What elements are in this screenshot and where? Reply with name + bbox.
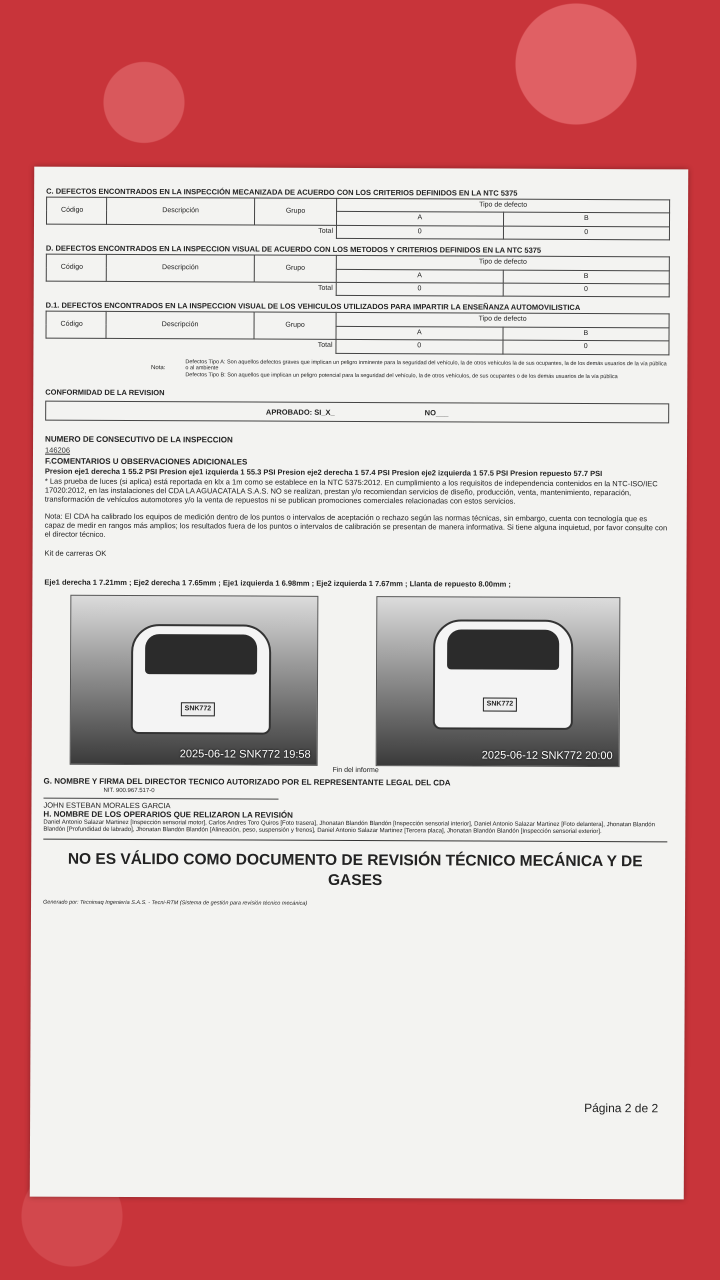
section-g-title: G. NOMBRE Y FIRMA DEL DIRECTOR TECNICO AUTORIZADO POR EL REPRESENTANTE LEGAL DEL CDA [43, 776, 451, 788]
fin-informe: Fin del informe [332, 767, 379, 775]
operarios-text: Daniel Antonio Salazar Martinez [Inspección sensorial motor], Carlos Andres Toro Quiros [Foto trasera], Jhonatan Blandón Blandón [Inspección sensorial interior], Daniel Antonio Salazar Martinez [Foto delantera], Jhonatan Blandón Blandón [Profundidad de labrado], Jhonatan Blandón Blandón [Alineación, peso, suspensión y frenos], Daniel Antonio Salazar Martinez [Tercera placa], Jhonatan Blandón Blandón [Inspección sensorial exterior]. [43, 819, 655, 836]
nota-cda-text: Nota: El CDA ha calibrado los equipos de medición dentro de los puntos o intervalos de aceptación o rechazo según las normas técnicas, sin embargo, cuenta con tecnología que es capaz de medir en rangos más amplios; los resultados fuera de los puntos o intervalos de calibración se presentan de manera informativa. Si tiene alguna inquietud, por favor consulte con el director técnico. [44, 512, 668, 540]
defect-note [45, 358, 669, 381]
luces-text: * Las prueba de luces (si aplica) está reportada en klx a 1m como se establece en la NTC 5375:2012. En cumplimiento a los requisitos de independencia contenidos en la NTC-ISO/IEC 17020:2012, en las instalaciones del CDA LA AGUACATALA S.A.S. NO se realizan, prestan y/o recomiendan servicios de diseño, producción, venta, mantenimiento, reparación, transformación de vehículos automotores y/o la venta de repuestos ni se publican promociones comerciales relacionadas con estos servicios. [44, 477, 658, 507]
col-grupo: Grupo [255, 198, 337, 225]
generado-por: Generado por: Tecnimaq Ingeniería S.A.S. - Tecni-RTM (Sistema de gestión para revisión técnico mecánica) [43, 899, 308, 907]
col-grupo: Grupo [254, 255, 336, 282]
total-a: 0 [336, 282, 503, 296]
aprobado-si: APROBADO: SI_X_ [265, 407, 335, 417]
col-b: B [503, 213, 670, 227]
total-b: 0 [503, 283, 670, 297]
document-page [30, 167, 688, 1200]
total-label: Total [317, 285, 333, 293]
col-tipo: Tipo de defecto [336, 313, 669, 328]
total-b: 0 [503, 226, 670, 240]
col-codigo: Código [47, 197, 107, 224]
ejes-text: Eje1 derecha 1 7.21mm ; Eje2 derecha 1 7.65mm ; Eje1 izquierda 1 6.98mm ; Eje2 izquierda 1 7.67mm ; Llanta de repuesto 8.00mm ; [44, 578, 511, 590]
total-label: Total [318, 227, 334, 235]
director-name: JOHN ESTEBAN MORALES GARCIA [43, 800, 171, 810]
rear-photo [376, 597, 621, 768]
nit-stamp: NIT. 900.967.517-0 [103, 788, 155, 795]
conformidad-title: CONFORMIDAD DE LA REVISION [45, 387, 165, 398]
total-a: 0 [336, 340, 503, 354]
section-c-table [46, 197, 670, 241]
consecutivo-title: NUMERO DE CONSECUTIVO DE LA INSPECCION [45, 434, 233, 445]
section-d1-table [45, 311, 669, 355]
col-codigo: Código [46, 254, 106, 281]
plate: SNK772 [181, 703, 215, 717]
presion-text: Presion eje1 derecha 1 55.2 PSI Presion eje1 izquierda 1 55.3 PSI Presion eje2 derecha 1 57.4 PSI Presion eje2 izquierda 1 57.5 PSI Presion repuesto 57.7 PSI [44, 467, 603, 479]
col-tipo: Tipo de defecto [337, 198, 670, 213]
col-grupo: Grupo [254, 312, 336, 339]
section-d-title: D. DEFECTOS ENCONTRADOS EN LA INSPECCION VISUAL DE ACUERDO CON LOS METODOS Y CRITERIOS DEFINIDOS EN LA NTC 5375 [45, 243, 542, 255]
col-b: B [503, 270, 670, 284]
divider [43, 838, 667, 842]
col-tipo: Tipo de defecto [336, 256, 669, 271]
photo-timestamp: 2025-06-12 SNK772 20:00 [481, 749, 613, 763]
signature-line [43, 797, 278, 799]
section-h-title: H. NOMBRE DE LOS OPERARIOS QUE RELIZARON LA REVISIÓN [43, 809, 293, 820]
front-photo [70, 595, 319, 766]
conformidad-box [45, 401, 669, 424]
total-a: 0 [336, 225, 503, 239]
consecutivo-value: 146206 [44, 445, 71, 455]
note-tipo-a: Defectos Tipo A: Son aquellos defectos graves que implican un peligro inminente para la seguridad del vehículo, la de otros vehículos la de sus ocupantes, la de los demás usuarios de la vía pública o al ambiente [185, 358, 667, 372]
vehicle-photos [44, 595, 669, 768]
photo-timestamp: 2025-06-12 SNK772 19:58 [179, 748, 311, 762]
col-a: A [337, 212, 504, 226]
comentarios-title: F.COMENTARIOS U OBSERVACIONES ADICIONALES [44, 456, 248, 467]
aprobado-no: NO___ [424, 408, 449, 418]
col-b: B [503, 327, 670, 341]
no-valido-notice: NO ES VÁLIDO COMO DOCUMENTO DE REVISIÓN TÉCNICO MECÁNICA Y DE GASES [67, 850, 643, 889]
total-label: Total [317, 342, 333, 350]
col-descripcion: Descripción [106, 255, 254, 282]
note-label: Nota: [151, 364, 166, 371]
col-descripcion: Descripción [106, 312, 254, 339]
section-d1-title: D.1. DEFECTOS ENCONTRADOS EN LA INSPECCION VISUAL DE LOS VEHICULOS UTILIZADOS PARA IMPARTIR LA ENSEÑANZA AUTOMOVILISTICA [45, 300, 581, 313]
van-image [433, 620, 573, 731]
note-tipo-b: Defectos Tipo B: Son aquellos que implican un peligro potencial para la seguridad del vehículo, la de otros vehículos, de sus ocupantes o de los demás usuarios de la vía pública [185, 371, 618, 380]
plate: SNK772 [483, 698, 517, 712]
col-a: A [336, 269, 503, 283]
section-c-title: C. DEFECTOS ENCONTRADOS EN LA INSPECCIÓN MECANIZADA DE ACUERDO CON LOS CRITERIOS DEFINIDOS EN LA NTC 5375 [46, 186, 518, 198]
total-b: 0 [502, 340, 669, 354]
page-number: Página 2 de 2 [584, 1100, 659, 1115]
section-d-table [46, 254, 670, 298]
van-image [131, 624, 271, 735]
col-a: A [336, 326, 503, 340]
col-descripcion: Descripción [106, 197, 254, 224]
kit-text: Kit de carreras OK [44, 549, 107, 559]
col-codigo: Código [46, 311, 106, 338]
